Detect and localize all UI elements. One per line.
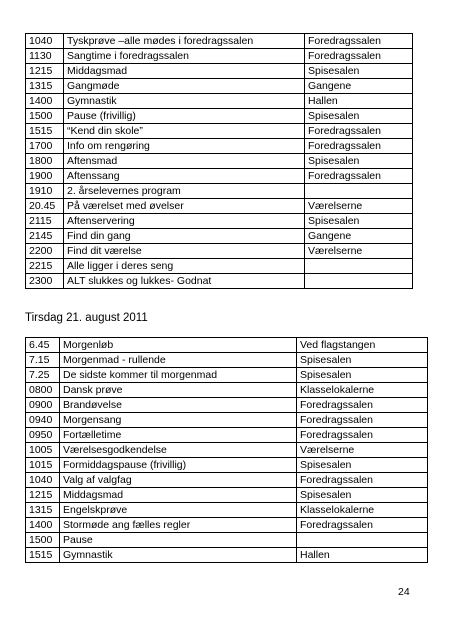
schedule-row xyxy=(26,259,413,274)
time-cell: 0950 xyxy=(26,428,60,443)
schedule-row xyxy=(26,488,428,503)
activity-cell: Middagsmad xyxy=(60,488,297,503)
location-cell: Foredragssalen xyxy=(297,428,428,443)
location-cell: Foredragssalen xyxy=(305,49,413,64)
activity-cell: Tyskprøve –alle mødes i foredragssalen xyxy=(64,34,305,49)
location-cell: Foredragssalen xyxy=(297,413,428,428)
schedule-row xyxy=(26,398,428,413)
activity-cell: Gymnastik xyxy=(64,94,305,109)
time-cell: 1400 xyxy=(26,518,60,533)
time-cell: 2200 xyxy=(26,244,64,259)
schedule-table-1 xyxy=(25,33,413,289)
schedule-row xyxy=(26,428,428,443)
time-cell: 1215 xyxy=(26,488,60,503)
schedule-row xyxy=(26,458,428,473)
time-cell: 6.45 xyxy=(26,338,60,353)
time-cell: 1005 xyxy=(26,443,60,458)
location-cell xyxy=(305,274,413,289)
schedule-table-2 xyxy=(25,337,428,563)
activity-cell: Pause xyxy=(60,533,297,548)
location-cell: Spisesalen xyxy=(305,64,413,79)
activity-cell: På værelset med øvelser xyxy=(64,199,305,214)
location-cell: Gangene xyxy=(305,229,413,244)
schedule-row xyxy=(26,154,413,169)
activity-cell: Morgensang xyxy=(60,413,297,428)
activity-cell: Aftenssang xyxy=(64,169,305,184)
activity-cell: Find din gang xyxy=(64,229,305,244)
schedule-row xyxy=(26,473,428,488)
location-cell: Foredragssalen xyxy=(305,124,413,139)
time-cell: 1515 xyxy=(26,548,60,563)
activity-cell: Middagsmad xyxy=(64,64,305,79)
time-cell: 7.15 xyxy=(26,353,60,368)
schedule-row xyxy=(26,353,428,368)
location-cell: Foredragssalen xyxy=(305,34,413,49)
schedule-row xyxy=(26,413,428,428)
location-cell: Spisesalen xyxy=(297,368,428,383)
schedule-row xyxy=(26,109,413,124)
activity-cell: Morgenløb xyxy=(60,338,297,353)
time-cell: 1130 xyxy=(26,49,64,64)
schedule-row xyxy=(26,518,428,533)
schedule-row xyxy=(26,244,413,259)
activity-cell: Valg af valgfag xyxy=(60,473,297,488)
location-cell xyxy=(297,533,428,548)
schedule-row xyxy=(26,338,428,353)
time-cell: 2215 xyxy=(26,259,64,274)
activity-cell: Fortælletime xyxy=(60,428,297,443)
schedule-row xyxy=(26,368,428,383)
activity-cell: “Kend din skole” xyxy=(64,124,305,139)
time-cell: 1215 xyxy=(26,64,64,79)
activity-cell: ALT slukkes og lukkes- Godnat xyxy=(64,274,305,289)
schedule-row xyxy=(26,34,413,49)
time-cell: 1700 xyxy=(26,139,64,154)
activity-cell: Gymnastik xyxy=(60,548,297,563)
schedule-row xyxy=(26,503,428,518)
time-cell: 7.25 xyxy=(26,368,60,383)
schedule-row xyxy=(26,533,428,548)
location-cell: Foredragssalen xyxy=(297,473,428,488)
location-cell: Klasselokalerne xyxy=(297,383,428,398)
activity-cell: Pause (frivillig) xyxy=(64,109,305,124)
schedule-row xyxy=(26,79,413,94)
schedule-row xyxy=(26,94,413,109)
time-cell: 2145 xyxy=(26,229,64,244)
schedule-row xyxy=(26,229,413,244)
time-cell: 1800 xyxy=(26,154,64,169)
time-cell: 1500 xyxy=(26,533,60,548)
schedule-row xyxy=(26,383,428,398)
activity-cell: Info om rengøring xyxy=(64,139,305,154)
schedule-row xyxy=(26,548,428,563)
location-cell: Værelserne xyxy=(305,199,413,214)
time-cell: 1910 xyxy=(26,184,64,199)
time-cell: 1015 xyxy=(26,458,60,473)
activity-cell: Dansk prøve xyxy=(60,383,297,398)
location-cell: Hallen xyxy=(297,548,428,563)
location-cell: Spisesalen xyxy=(297,353,428,368)
schedule-row xyxy=(26,169,413,184)
time-cell: 1040 xyxy=(26,34,64,49)
location-cell xyxy=(305,184,413,199)
schedule-row xyxy=(26,214,413,229)
activity-cell: De sidste kommer til morgenmad xyxy=(60,368,297,383)
schedule-row xyxy=(26,443,428,458)
schedule-row xyxy=(26,124,413,139)
activity-cell: Brandøvelse xyxy=(60,398,297,413)
location-cell: Værelserne xyxy=(297,443,428,458)
day-heading: Tirsdag 21. august 2011 xyxy=(25,312,148,324)
location-cell: Foredragssalen xyxy=(297,398,428,413)
activity-cell: Stormøde ang fælles regler xyxy=(60,518,297,533)
location-cell: Gangene xyxy=(305,79,413,94)
activity-cell: Sangtime i foredragssalen xyxy=(64,49,305,64)
time-cell: 0940 xyxy=(26,413,60,428)
schedule-row xyxy=(26,199,413,214)
location-cell: Ved flagstangen xyxy=(297,338,428,353)
schedule-table-1-body xyxy=(26,34,413,289)
activity-cell: Værelsesgodkendelse xyxy=(60,443,297,458)
location-cell: Foredragssalen xyxy=(297,518,428,533)
schedule-row xyxy=(26,49,413,64)
activity-cell: 2. årselevernes program xyxy=(64,184,305,199)
activity-cell: Aftenservering xyxy=(64,214,305,229)
location-cell: Foredragssalen xyxy=(305,169,413,184)
location-cell: Spisesalen xyxy=(297,458,428,473)
page-number: 24 xyxy=(398,586,410,598)
schedule-row xyxy=(26,64,413,79)
time-cell: 1400 xyxy=(26,94,64,109)
time-cell: 1500 xyxy=(26,109,64,124)
activity-cell: Formiddagspause (frivillig) xyxy=(60,458,297,473)
time-cell: 0800 xyxy=(26,383,60,398)
activity-cell: Gangmøde xyxy=(64,79,305,94)
location-cell: Spisesalen xyxy=(305,214,413,229)
schedule-row xyxy=(26,139,413,154)
activity-cell: Engelskprøve xyxy=(60,503,297,518)
time-cell: 0900 xyxy=(26,398,60,413)
time-cell: 1315 xyxy=(26,79,64,94)
time-cell: 20.45 xyxy=(26,199,64,214)
time-cell: 1515 xyxy=(26,124,64,139)
time-cell: 1900 xyxy=(26,169,64,184)
time-cell: 1040 xyxy=(26,473,60,488)
schedule-row xyxy=(26,274,413,289)
schedule-table-2-body xyxy=(26,338,428,563)
location-cell: Hallen xyxy=(305,94,413,109)
time-cell: 2300 xyxy=(26,274,64,289)
schedule-row xyxy=(26,184,413,199)
location-cell: Klasselokalerne xyxy=(297,503,428,518)
location-cell: Værelserne xyxy=(305,244,413,259)
time-cell: 1315 xyxy=(26,503,60,518)
location-cell: Foredragssalen xyxy=(305,139,413,154)
time-cell: 2115 xyxy=(26,214,64,229)
location-cell xyxy=(305,259,413,274)
location-cell: Spisesalen xyxy=(305,154,413,169)
activity-cell: Morgenmad - rullende xyxy=(60,353,297,368)
activity-cell: Aftensmad xyxy=(64,154,305,169)
activity-cell: Alle ligger i deres seng xyxy=(64,259,305,274)
location-cell: Spisesalen xyxy=(297,488,428,503)
activity-cell: Find dit værelse xyxy=(64,244,305,259)
location-cell: Spisesalen xyxy=(305,109,413,124)
